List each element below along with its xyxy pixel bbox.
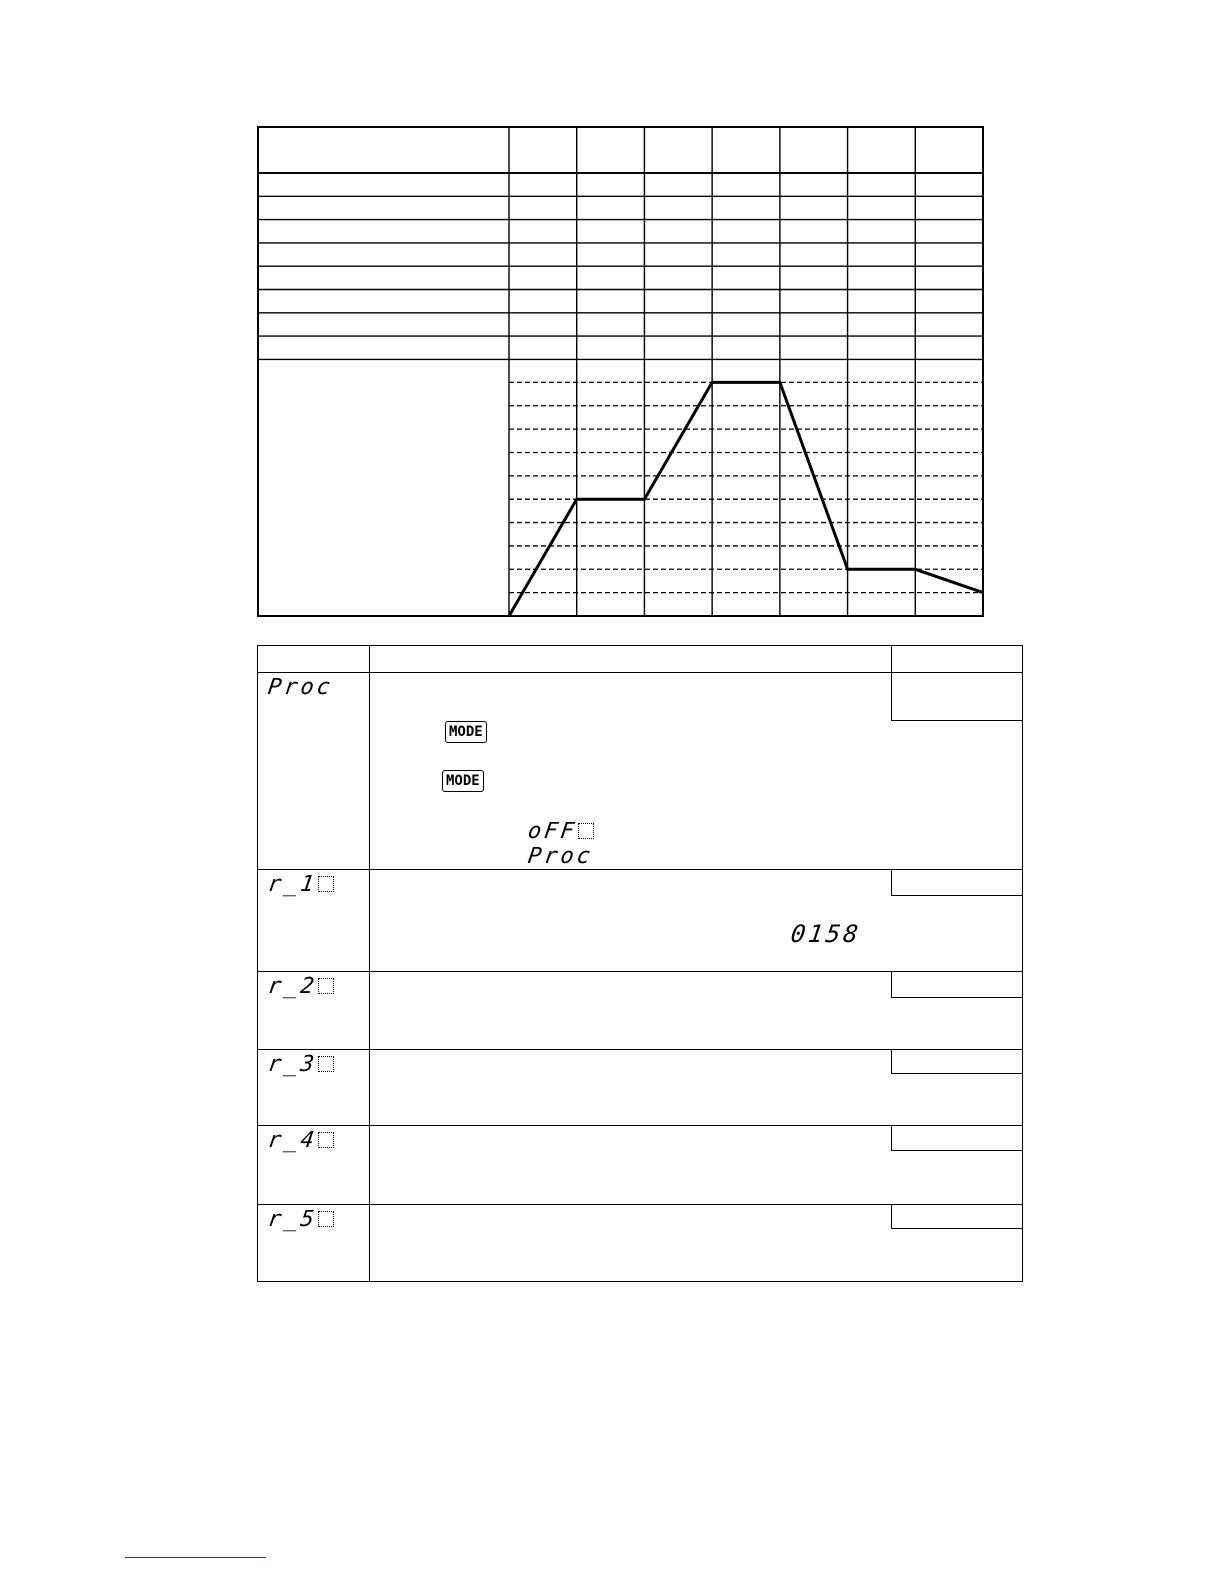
setting-cell (891, 673, 1023, 721)
display-value-proc: Proc (526, 844, 595, 869)
table-border (258, 127, 983, 616)
footnote-separator (125, 1557, 266, 1558)
parameter-code: Proc (266, 675, 335, 700)
setting-cell (891, 972, 1023, 998)
parameter-code-wrap (268, 1052, 334, 1077)
mode-key-icon: MODE (445, 721, 487, 743)
parameter-code-wrap (268, 1207, 334, 1232)
display-readout (528, 819, 594, 844)
display-value-off: oFF (526, 819, 579, 844)
profile-chart-gridlines (509, 382, 983, 592)
table-row (258, 673, 1022, 870)
parameter-code-wrap (268, 1128, 334, 1153)
parameter-code: r_2 (266, 974, 319, 999)
parameter-code: r_1 (266, 872, 319, 897)
setting-cell (891, 1205, 1023, 1229)
blank-digit-icon (318, 978, 334, 994)
column-divider (891, 646, 892, 673)
mode-key-icon: MODE (442, 770, 484, 792)
setting-cell (891, 1126, 1023, 1151)
table-row (258, 1126, 1022, 1205)
parameter-code-wrap (268, 872, 334, 897)
parameter-table-header (258, 646, 1022, 673)
table-row (258, 972, 1022, 1050)
setting-cell (891, 1050, 1023, 1074)
parameter-code: r_4 (266, 1128, 319, 1153)
blank-digit-icon (578, 823, 594, 839)
parameter-code: r_5 (266, 1207, 319, 1232)
table-row (258, 1050, 1022, 1126)
table-row (258, 1205, 1022, 1280)
blank-digit-icon (318, 1132, 334, 1148)
setting-cell (891, 870, 1023, 896)
parameter-code-wrap (268, 974, 334, 999)
table-row (258, 870, 1022, 972)
blank-digit-icon (318, 1211, 334, 1227)
program-table-grid (258, 127, 983, 616)
example-display-value: 0158 (789, 920, 863, 948)
program-profile-table (0, 0, 1224, 640)
blank-digit-icon (318, 876, 334, 892)
parameter-code: r_3 (266, 1052, 319, 1077)
parameter-table (257, 645, 1023, 1282)
blank-digit-icon (318, 1056, 334, 1072)
